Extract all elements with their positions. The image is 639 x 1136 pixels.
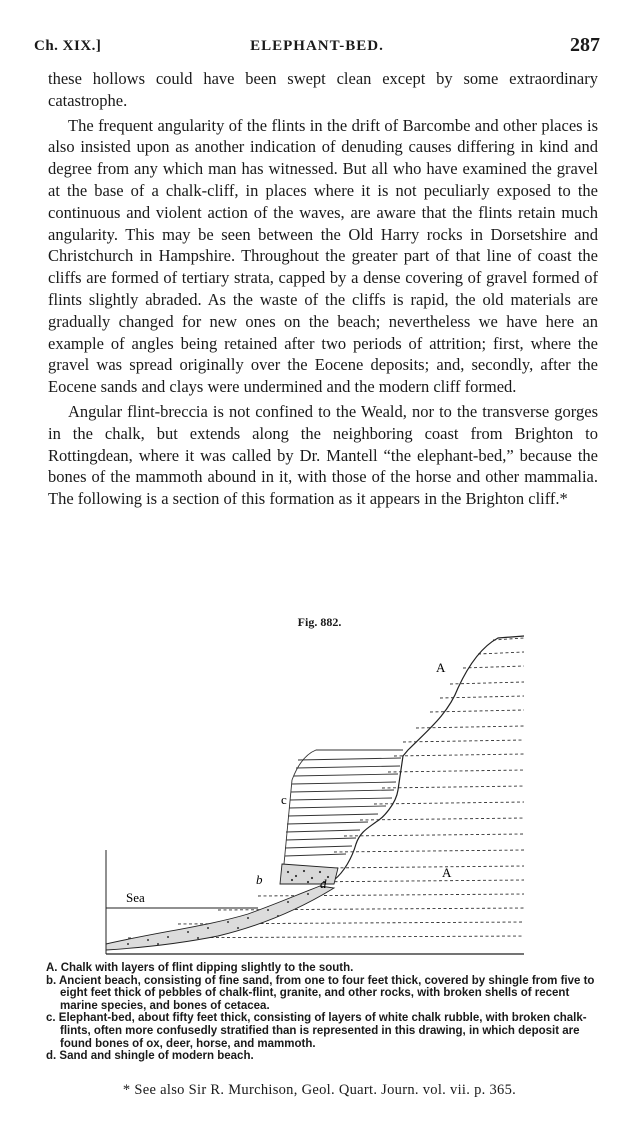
paragraph-2: The frequent angularity of the flints in the drift of Barcombe and other places is also insisted upon as another indication of denuding causes differing in kind and degree from any which man has witnessed. But all who have examined the gravel at the base of a chalk-cliff, in places where it is not peculiarly exposed to the continuous and violent action of the waves, are aware that the flints retain much angularity. This may be seen between the Old Harry rocks in Dorsetshire and Christchurch in Hampshire. Throughout the greater part of that line of coast the cliffs are formed of tertiary strata, capped by a dense covering of gravel formed of flints slightly abraded. As the waste of the cliffs is rapid, the old materials are gradually changed for new ones on the beach; nevertheless we have here an example of angles being retained after two periods of attrition; first, where the gravel was spread originally over the Eocene deposits; and, secondly, after the Eocene sands and clays were undermined and the modern cliff formed. xyxy=(48,115,598,397)
running-title: ELEPHANT-BED. xyxy=(250,38,384,54)
caption-item-c: c. Elephant-bed, about fifty feet thick, consisting of layers of white chalk rubble, with broken chalk-flints, often more confusedly stratified than is represented in this drawing, in which deposit are found bones of ox, deer, horse, and mammoth. xyxy=(46,1012,587,1050)
elephant-bed-layers xyxy=(284,750,403,864)
paragraph-1: these hollows could have been swept clean except by some extraordinary catastrophe. xyxy=(48,69,598,110)
footnote: * See also Sir R. Murchison, Geol. Quart. Journ. vol. vii. p. 365. xyxy=(122,1082,517,1098)
label-sea: Sea xyxy=(126,890,145,905)
ancient-beach xyxy=(280,864,338,884)
running-header xyxy=(34,36,600,60)
cliff-section-figure xyxy=(98,632,528,962)
caption-item-a: A. Chalk with layers of flint dipping slightly to the south. xyxy=(46,962,354,974)
label-c: c xyxy=(281,792,287,807)
caption-item-d: d. Sand and shingle of modern beach. xyxy=(46,1050,254,1063)
chapter-label: Ch. XIX.] xyxy=(34,38,102,54)
label-a-top: A xyxy=(436,660,446,675)
figure-title: Fig. 882. xyxy=(297,615,342,629)
cliff-outline xyxy=(334,636,524,880)
label-d: d xyxy=(320,876,327,891)
label-a-mid: A xyxy=(442,865,452,880)
label-b: b xyxy=(256,872,263,887)
figure-caption xyxy=(46,962,602,1063)
page-number: 287 xyxy=(570,34,600,56)
paragraph-3: Angular flint-breccia is not confined to the Weald, nor to the transverse gorges in the chalk, but extends along the neighboring coast from Brighton to Rottingdean, where it was called by Dr. Mantell “the elephant-bed,” because the bones of the mammoth abound in it, with those of the horse and other mammalia. The following is a section of this formation as it appears in the Brighton cliff.* xyxy=(48,401,598,509)
body-text xyxy=(48,68,598,510)
caption-item-b: b. Ancient beach, consisting of fine sand, from one to four feet thick, covered by shingle from five to eight feet thick of pebbles of chalk-flint, granite, and other rocks, with broken shells of recent marine species, and bones of cetacea. xyxy=(46,974,595,1012)
